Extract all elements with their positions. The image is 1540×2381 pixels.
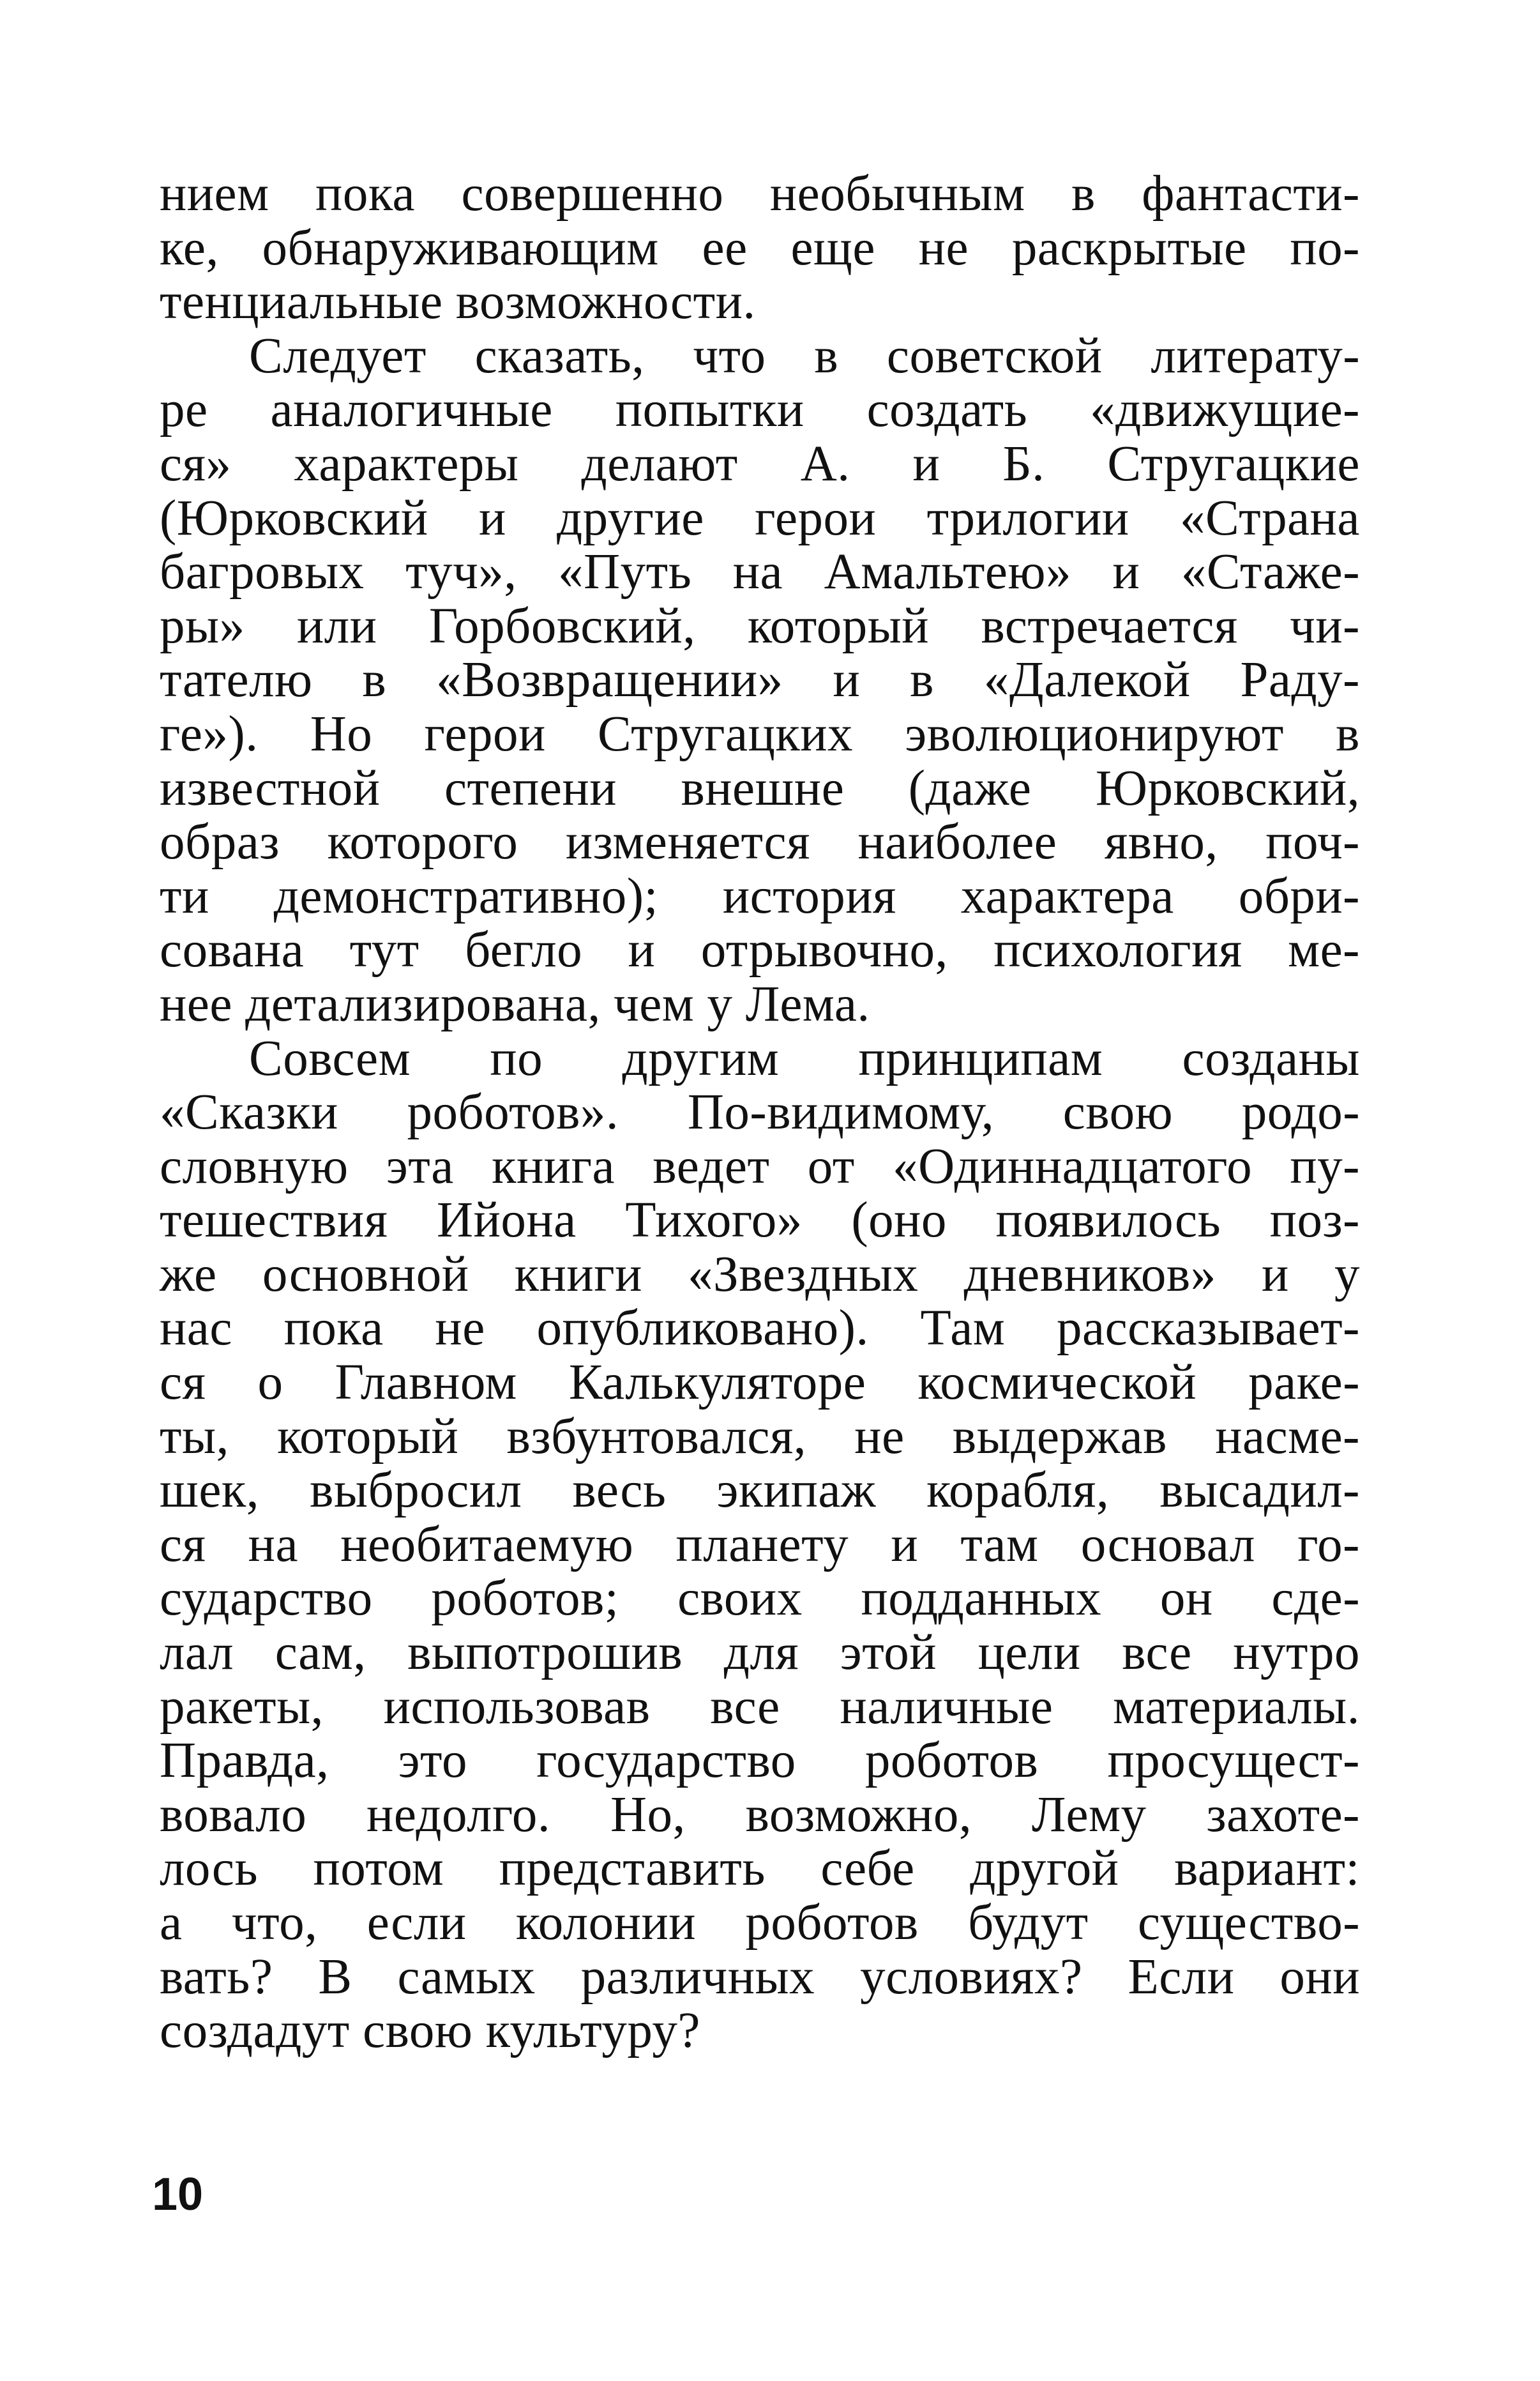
text-line: нее детализирована, чем у Лема. <box>160 976 870 1032</box>
text-line: ти демонстративно); история характера обри- <box>160 868 1360 924</box>
text-line: словную эта книга ведет от «Одиннадцатого пу- <box>160 1138 1360 1194</box>
text-line: сована тут бегло и отрывочно, психология ме- <box>160 922 1360 978</box>
text-line: ре аналогичные попытки создать «движущие- <box>160 382 1360 438</box>
text-line: образ которого изменяется наиболее явно, поч- <box>160 814 1360 871</box>
text-line: ся о Главном Калькуляторе космической раке- <box>160 1355 1360 1411</box>
text-line: Совсем по другим принципам созданы <box>249 1030 1360 1086</box>
text-line: лал сам, выпотрошив для этой цели все нутро <box>160 1625 1360 1681</box>
text-line: тателю в «Возвращении» и в «Далекой Раду- <box>160 652 1360 708</box>
text-line: (Юрковский и другие герои трилогии «Страна <box>160 490 1360 546</box>
text-line: ся на необитаемую планету и там основал го- <box>160 1516 1360 1572</box>
text-line: нием пока совершенно необычным в фантасти- <box>160 166 1360 222</box>
text-line: создадут свою культуру? <box>160 2003 700 2059</box>
text-line: «Сказки роботов». По-видимому, свою родо- <box>160 1084 1360 1141</box>
text-line: Правда, это государство роботов просущест- <box>160 1733 1360 1789</box>
text-line: сударство роботов; своих подданных он сде- <box>160 1571 1360 1627</box>
text-line: тешествия Ийона Тихого» (оно появилось поз- <box>160 1192 1360 1249</box>
text-line: ге»). Но герои Стругацких эволюционируют в <box>160 706 1360 762</box>
text-line: ке, обнаруживающим ее еще не раскрытые по- <box>160 220 1360 276</box>
text-line: ся» характеры делают А. и Б. Стругацкие <box>160 436 1360 492</box>
text-line: тенциальные возможности. <box>160 274 756 330</box>
text-line: известной степени внешне (даже Юрковский, <box>160 760 1360 816</box>
body-text <box>160 167 1360 2058</box>
text-line: вать? В самых различных условиях? Если они <box>160 1949 1360 2005</box>
text-line: вовало недолго. Но, возможно, Лему захоте- <box>160 1786 1360 1843</box>
text-line: шек, выбросил весь экипаж корабля, высадил- <box>160 1463 1360 1519</box>
text-line: ты, который взбунтовался, не выдержав насме- <box>160 1408 1360 1464</box>
text-line: ры» или Горбовский, который встречается чи- <box>160 598 1360 654</box>
text-line: лось потом представить себе другой вариант: <box>160 1841 1360 1897</box>
text-line: нас пока не опубликовано). Там рассказывает- <box>160 1300 1360 1357</box>
page-number: 10 <box>152 2169 204 2220</box>
text-line: а что, если колонии роботов будут существо- <box>160 1895 1360 1951</box>
text-line: же основной книги «Звездных дневников» и у <box>160 1246 1360 1302</box>
text-line: Следует сказать, что в советской литерату- <box>249 328 1360 384</box>
text-line: багровых туч», «Путь на Амальтею» и «Стаже- <box>160 544 1360 600</box>
text-line: ракеты, использовав все наличные материалы. <box>160 1678 1360 1735</box>
